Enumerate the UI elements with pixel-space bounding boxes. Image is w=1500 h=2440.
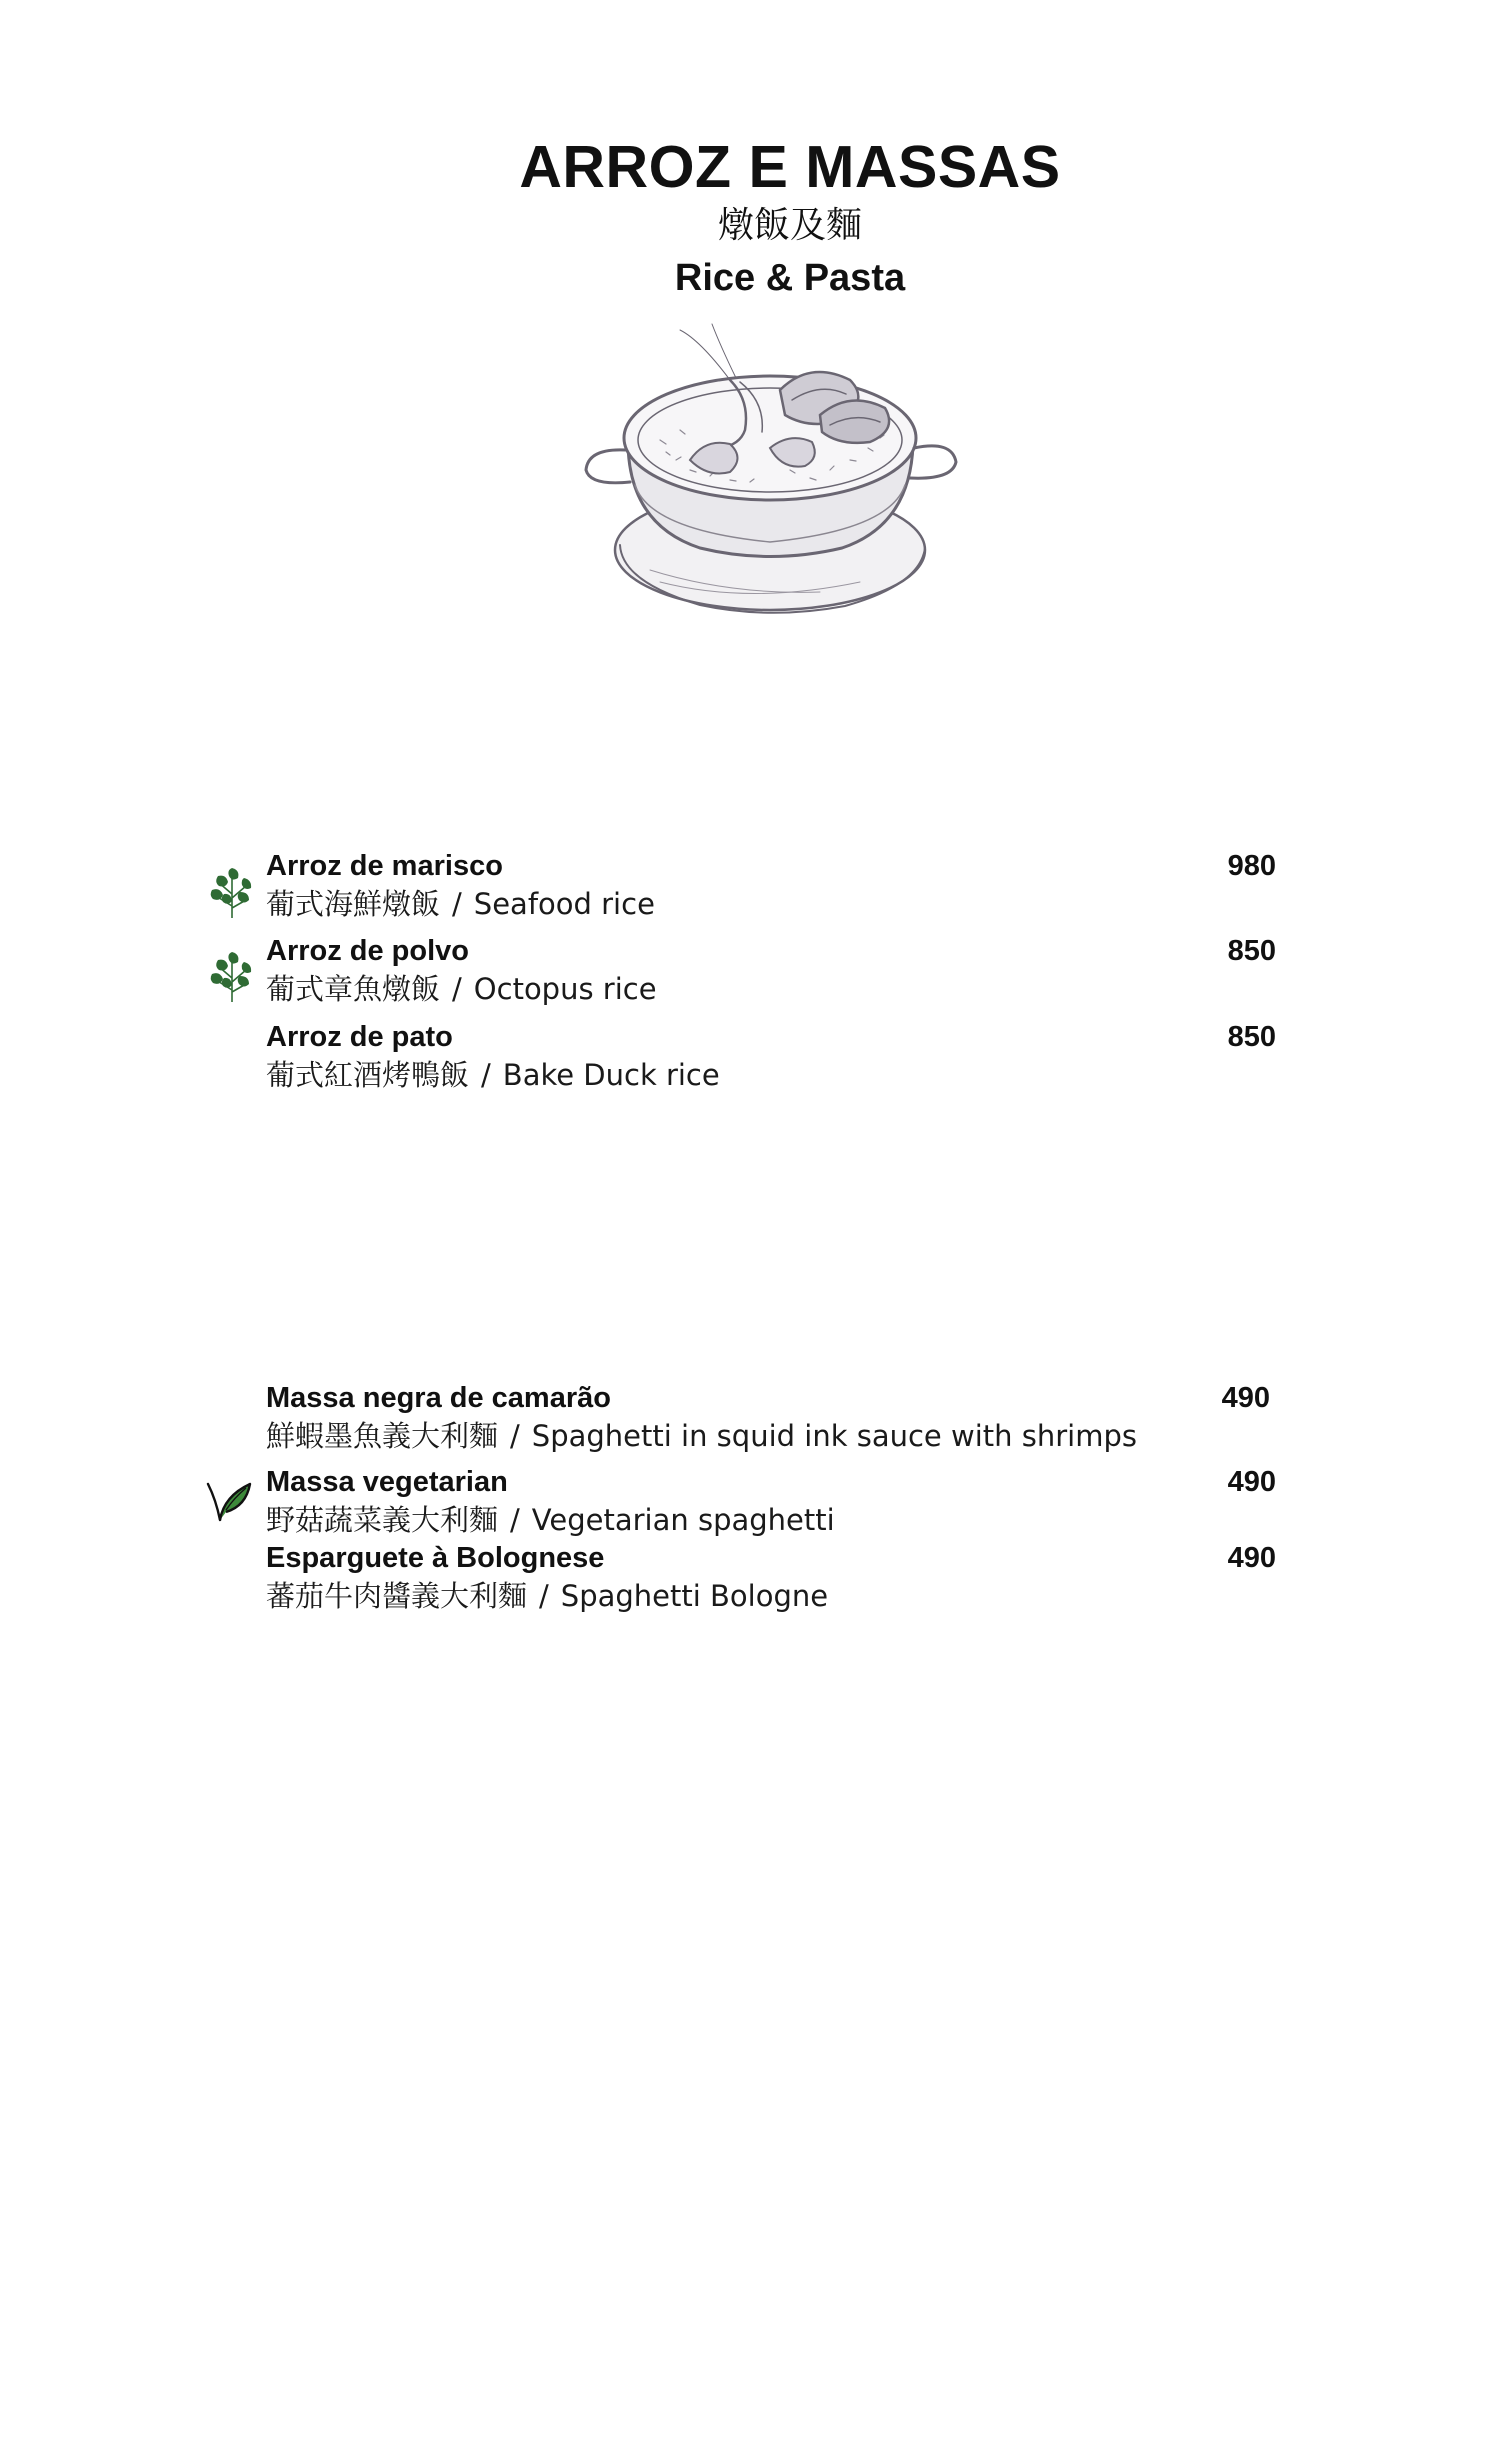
page-subtitle-chinese: 燉飯及麵	[717, 205, 862, 246]
item-name: Arroz de polvo	[266, 935, 470, 967]
item-price: 490	[1221, 1382, 1270, 1414]
menu-item-arroz-de-pato	[266, 1019, 1276, 1099]
item-name: Massa vegetarian	[266, 1466, 508, 1498]
item-name: Massa negra de camarão	[266, 1382, 611, 1414]
seafood-rice-pot-illustration	[580, 320, 960, 630]
item-description: 葡式海鮮燉飯 / Seafood rice	[266, 887, 655, 921]
menu-item-massa-negra-de-camarao	[266, 1380, 1276, 1460]
menu-item-arroz-de-marisco	[266, 848, 1276, 928]
coriander-icon	[206, 948, 258, 1004]
item-description: 野菇蔬菜義大利麵 / Vegetarian spaghetti	[266, 1503, 835, 1537]
item-price: 850	[1227, 935, 1276, 967]
page-subtitle-english: Rice & Pasta	[674, 257, 906, 299]
item-description: 蕃茄牛肉醬義大利麵 / Spaghetti Bologne	[266, 1579, 829, 1613]
item-description: 葡式章魚燉飯 / Octopus rice	[266, 972, 657, 1006]
item-price: 490	[1227, 1466, 1276, 1498]
item-price: 980	[1227, 850, 1276, 882]
item-price: 850	[1227, 1021, 1276, 1053]
menu-item-massa-vegetarian	[266, 1464, 1276, 1544]
vegetarian-leaf-icon	[204, 1476, 256, 1532]
menu-item-esparguete-a-bolognese	[266, 1540, 1276, 1620]
menu-item-arroz-de-polvo	[266, 933, 1276, 1013]
item-name: Esparguete à Bolognese	[266, 1542, 605, 1574]
item-description: 葡式紅酒烤鴨飯 / Bake Duck rice	[266, 1058, 720, 1092]
item-name: Arroz de marisco	[266, 850, 503, 882]
item-name: Arroz de pato	[266, 1021, 453, 1053]
page-title: ARROZ E MASSAS	[519, 134, 1061, 200]
item-price: 490	[1227, 1542, 1276, 1574]
item-description: 鮮蝦墨魚義大利麵 / Spaghetti in squid ink sauce with shrimps	[266, 1419, 1137, 1453]
coriander-icon	[206, 864, 258, 920]
